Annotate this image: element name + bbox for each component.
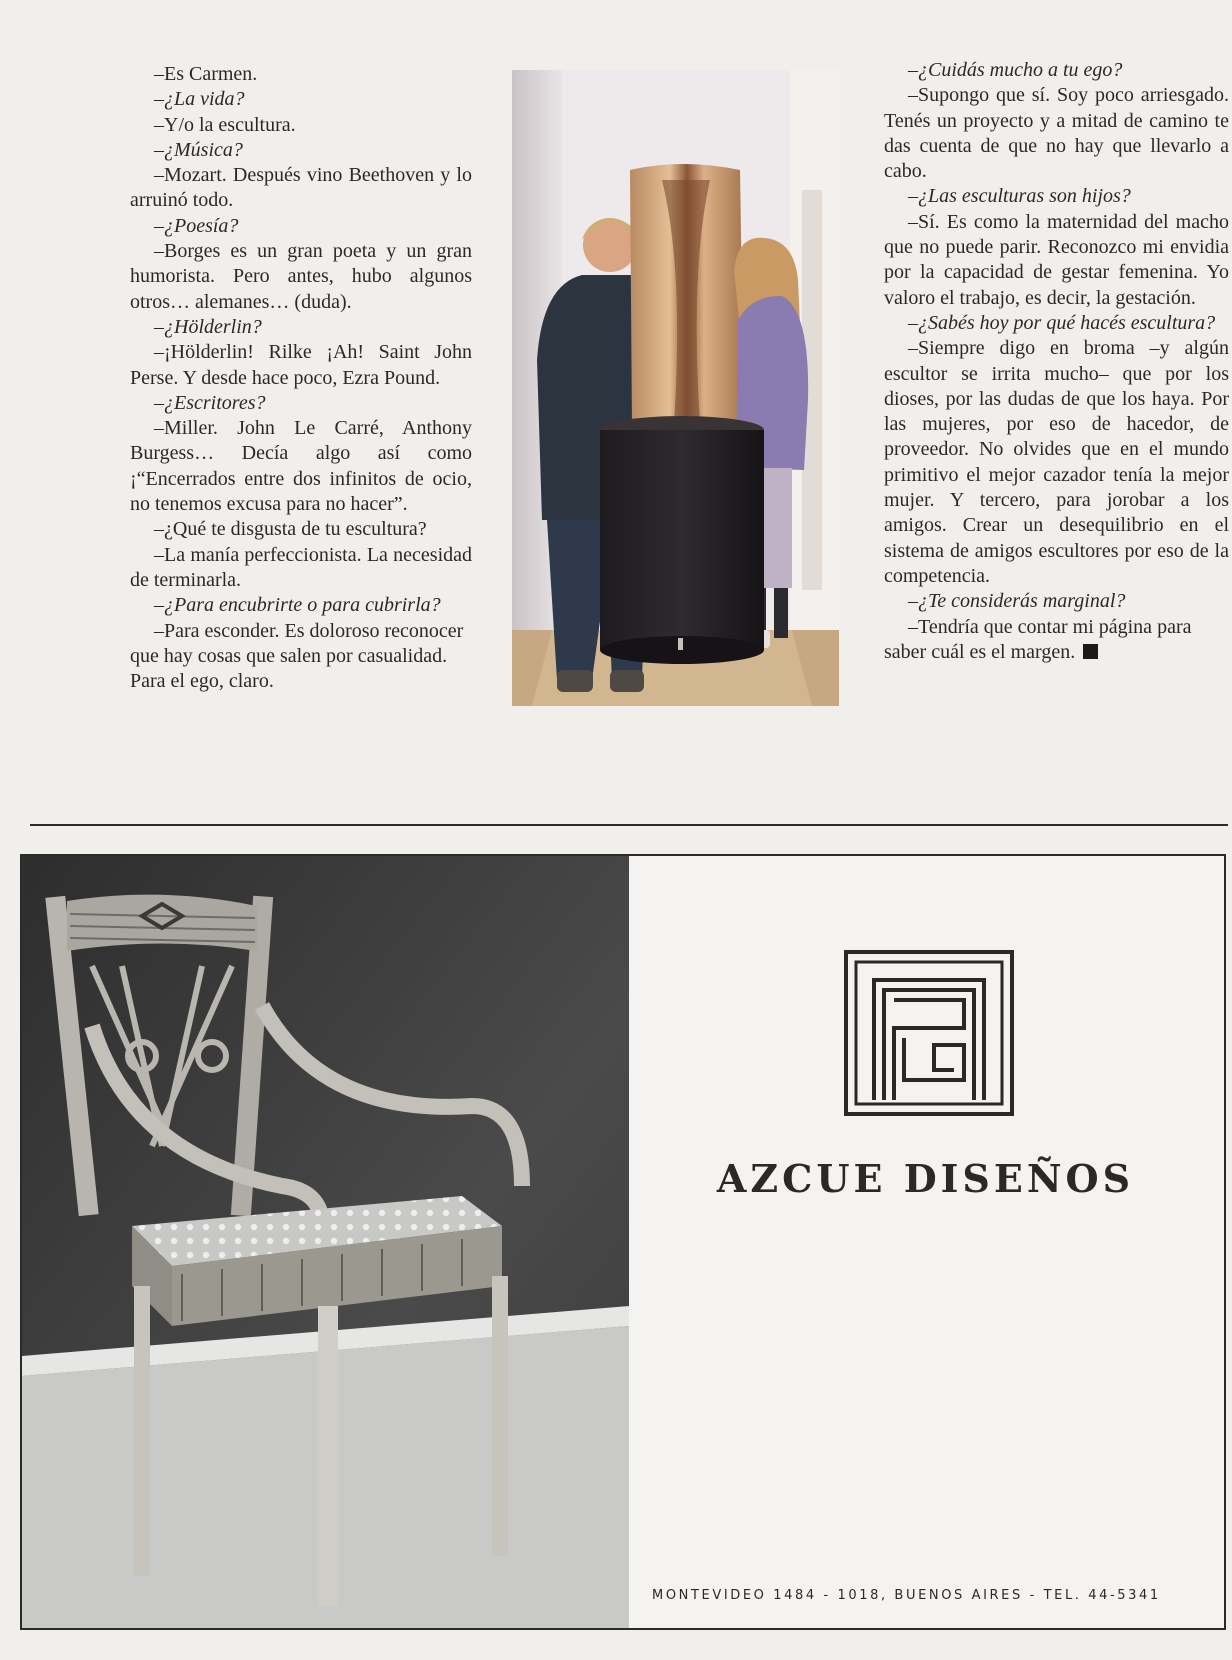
interview-answer: –Es Carmen. bbox=[154, 63, 258, 85]
interview-answer: –Supongo que sí. Soy poco arriesgado. Tenés un proyecto y a mitad de camino te das cuenta de que no hay que llevarlo a cabo. bbox=[884, 84, 1229, 183]
interview-question: –¿Cuidás mucho a tu ego? bbox=[908, 59, 1123, 81]
interview-answer: –Sí. Es como la maternidad del macho que no puede parir. Reconozco mi envidia por la capacidad de gestar femenina. Yo valoro el trabajo, es decir, la gestación. bbox=[884, 210, 1229, 309]
interview-answer: –Siempre digo en broma –y algún escultor se irrita mucho– que por los dioses, por las dudas de que los haya. Por las mujeres, por eso de hacedor, de proveedor. No olvides que en el mundo primitivo el mejor cazador tenía la mejor mujer. Y tercero, para jorobar a los amigos. Crear un desequilibrio en el sistema de amigos escultores por eso de la competencia. bbox=[884, 337, 1229, 587]
section-divider bbox=[30, 824, 1228, 826]
interview-question: –¿Escritores? bbox=[154, 391, 266, 414]
interview-question: –¿Te considerás marginal? bbox=[908, 590, 1126, 613]
interview-question: –¿Sabés hoy por qué hacés escultura? bbox=[908, 311, 1216, 334]
brand-name: AZCUE DISEÑOS bbox=[716, 1156, 1135, 1201]
interview-answer: –Para esconder. Es doloroso reconocer que hay cosas que salen por casualidad. Para el ego, claro. bbox=[130, 619, 464, 693]
interview-question: –¿Las esculturas son hijos? bbox=[908, 185, 1131, 208]
interview-answer: –¡Hölderlin! Rilke ¡Ah! Saint John Perse. Y desde hace poco, Ezra Pound. bbox=[130, 341, 472, 389]
interview-question: –¿Música? bbox=[154, 138, 243, 161]
interview-answer: –Borges es un gran poeta y un gran humorista. Pero antes, hubo algunos otros… alemanes… (duda). bbox=[130, 240, 472, 313]
interview-column-left bbox=[130, 62, 472, 694]
interview-question: –¿Hölderlin? bbox=[154, 315, 262, 338]
interview-question: –¿Poesía? bbox=[154, 214, 239, 237]
sculpture-photo bbox=[512, 70, 839, 706]
interview-column-right bbox=[884, 58, 1229, 665]
chair-photo bbox=[22, 856, 629, 1628]
azcue-advertisement bbox=[20, 854, 1226, 1630]
sculpture-photo-illustration bbox=[512, 70, 839, 706]
interview-question: –¿La vida? bbox=[154, 88, 245, 111]
interview-question: –¿Para encubrirte o para cubrirla? bbox=[154, 594, 441, 617]
rattan-chair-illustration bbox=[22, 856, 629, 1628]
end-of-article-mark bbox=[1083, 644, 1098, 659]
interview-answer: –Miller. John Le Carré, Anthony Burgess… Decía algo así como ¡“Encerrados entre dos infinitos de ocio, no tenemos excusa para no hacer”. bbox=[130, 417, 472, 516]
interview-answer: –Y/o la escultura. bbox=[154, 113, 296, 136]
azcue-logo-icon bbox=[844, 950, 1014, 1116]
interview-answer: –Mozart. Después vino Beethoven y lo arruinó todo. bbox=[130, 164, 472, 212]
interview-answer: –La manía perfeccionista. La necesidad de terminarla. bbox=[130, 543, 472, 591]
interview-answer: –¿Qué te disgusta de tu escultura? bbox=[154, 518, 427, 541]
interview-answer: –Tendría que contar mi página para saber cuál es el margen. bbox=[884, 615, 1192, 663]
store-address: MONTEVIDEO 1484 - 1018, BUENOS AIRES - TEL. 44-5341 bbox=[652, 1588, 1161, 1603]
